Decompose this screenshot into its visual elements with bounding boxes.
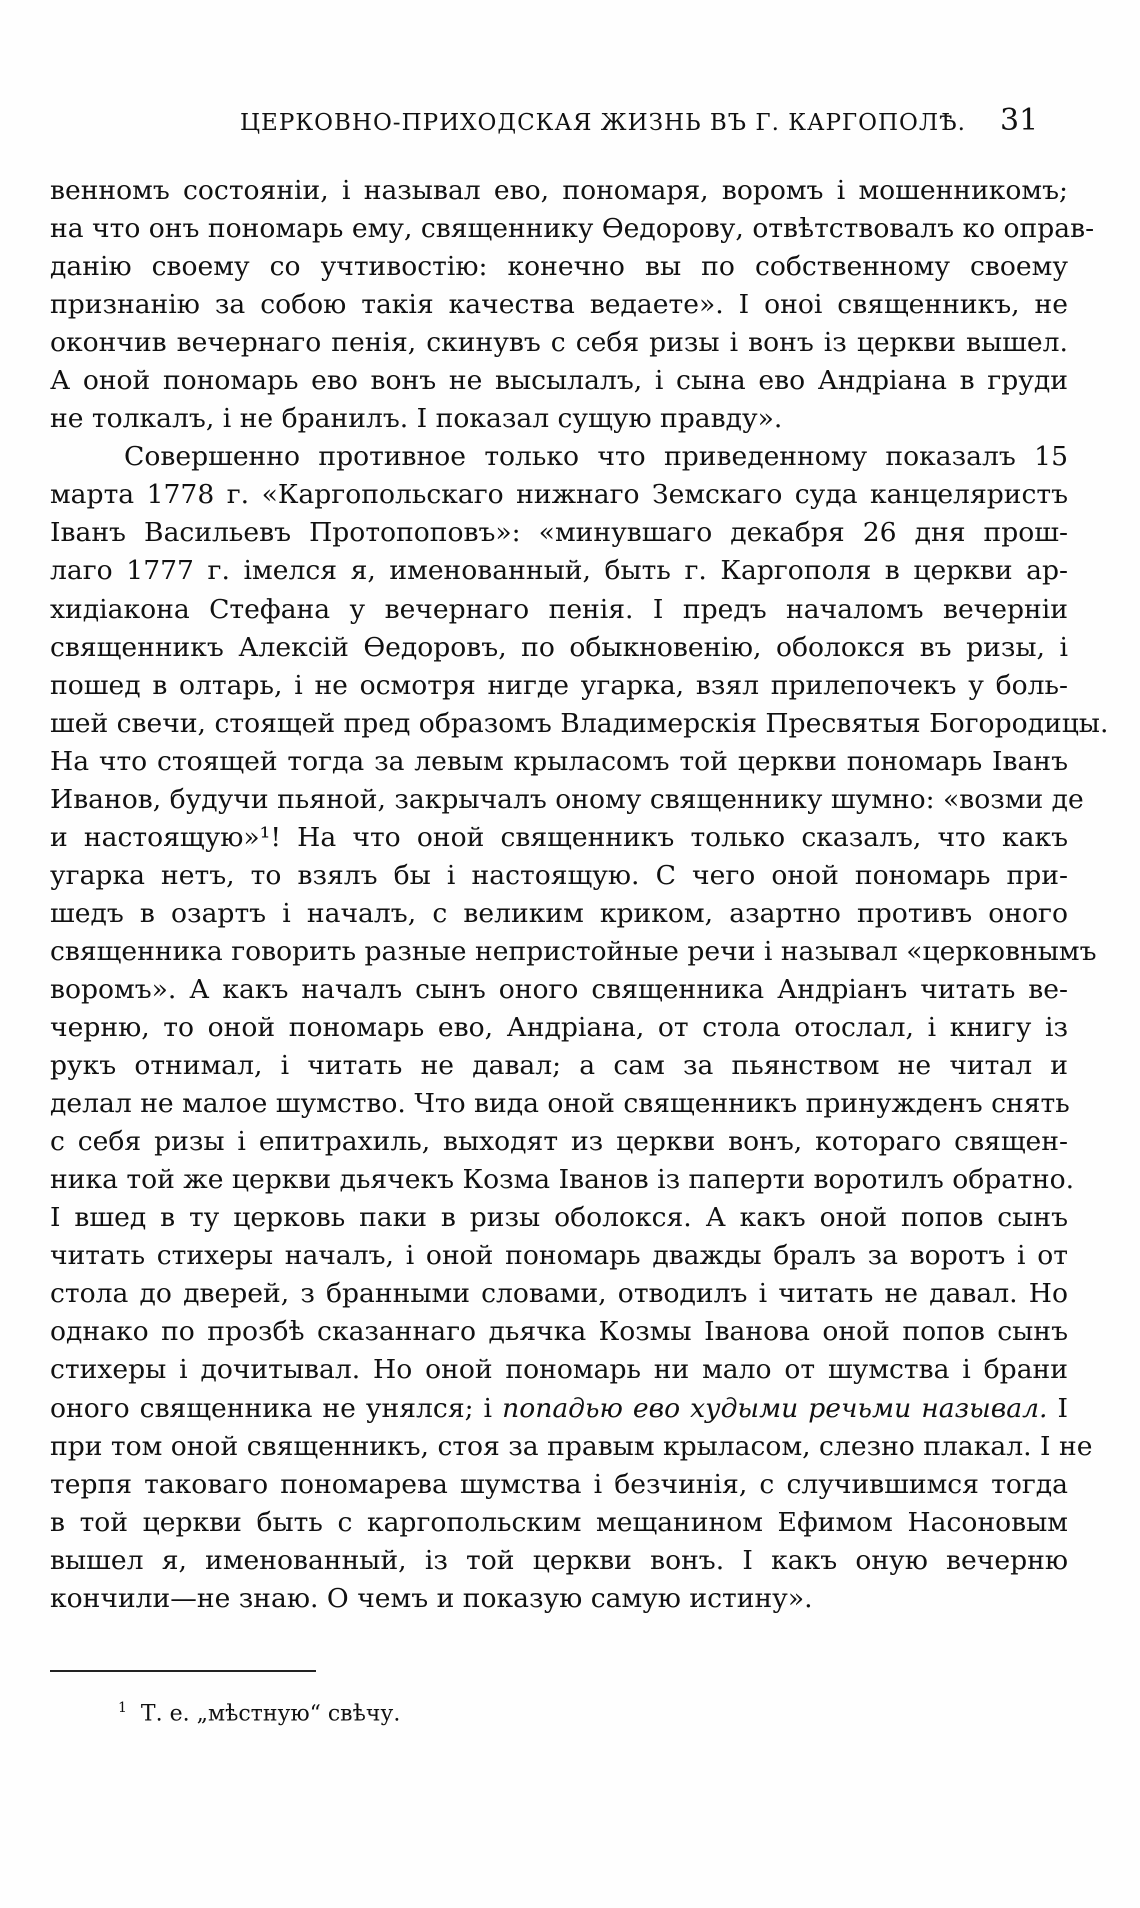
- footnote-marker: 1: [118, 1700, 127, 1716]
- text-line: угарка нетъ, то взялъ бы і настоящую. С чего оной пономарь при-: [50, 859, 1068, 891]
- text-line: рукъ отнимал, і читать не давал; а сам за пьянством не читал и: [50, 1050, 1068, 1082]
- page-number: 31: [1000, 103, 1039, 138]
- text-line: однако по прозбѣ сказаннаго дьячка Козмы Іванова оной попов сынъ: [50, 1316, 1068, 1348]
- text-line: при том оной священникъ, стоя за правым крыласом, слезно плакал. I не: [50, 1430, 1093, 1462]
- running-head: ЦЕРКОВНО-ПРИХОДСКАЯ ЖИЗНЬ ВЪ Г. КАРГОПОЛѢ.: [240, 110, 966, 136]
- paragraph-first-line: Совершенно противное только что приведенному показалъ 15: [124, 441, 1068, 473]
- text-line: окончив вечернаго пенія, скинувъ с себя ризы і вонъ із церкви вышел.: [50, 327, 1068, 359]
- italic-line-start: оного священника не унялся; і: [50, 1392, 493, 1424]
- text-line: стихеры і дочитывал. Но оной пономарь ни мало от шумства і брани: [50, 1354, 1068, 1386]
- footnote-text: Т. е. „мѣстную“ свѣчу.: [140, 1701, 401, 1727]
- text-line: шей свечи, стоящей пред образомъ Владимерскія Пресвятыя Богородицы.: [50, 707, 1109, 739]
- text-line-with-italic: [50, 1390, 1068, 1428]
- text-line: лаго 1777 г. імелся я, именованный, быть г. Каргополя в церкви ар-: [50, 555, 1068, 587]
- text-line: и настоящую»¹! На что оной священникъ только сказалъ, что какъ: [50, 821, 1068, 853]
- text-line: на что онъ пономарь ему, священнику Өедорову, отвѣтствовалъ ко оправ-: [50, 213, 1095, 245]
- text-line: А оной пономарь ево вонъ не высылалъ, і сына ево Андріана в груди: [50, 365, 1068, 397]
- text-line: Іванъ Васильевъ Протопоповъ»: «минувшаго декабря 26 дня прош-: [50, 517, 1068, 549]
- text-line: вышел я, именованный, із той церкви вонъ. I какъ оную вечерню: [50, 1544, 1068, 1576]
- main-text: [50, 172, 1109, 1618]
- text-line: венномъ состояніи, і называл ево, пономаря, воромъ і мошенникомъ;: [50, 175, 1068, 206]
- text-line: терпя таковаго пономарева шумства і безчинія, с случившимся тогда: [50, 1468, 1068, 1500]
- text-line: кончили—не знаю. О чемъ и показую самую истину».: [50, 1582, 813, 1614]
- text-line: с себя ризы і епитрахиль, выходят из церкви вонъ, котораго священ-: [50, 1126, 1068, 1158]
- text-line: не толкалъ, і не бранилъ. I показал сущую правду».: [50, 403, 783, 435]
- text-line: в той церкви быть с каргопольским мещанином Ефимом Насоновым: [50, 1506, 1068, 1538]
- text-line: священникъ Алексій Өедоровъ, по обыкновенію, оболокся въ ризы, і: [50, 631, 1068, 663]
- text-line: делал не малое шумство. Что вида оной священникъ принужденъ снять: [50, 1088, 1070, 1120]
- text-line: признанію за собою такія качества ведаете». I оноі священникъ, не: [50, 289, 1068, 321]
- text-line: Иванов, будучи пьяной, закрычалъ оному священнику шумно: «возми де: [50, 783, 1084, 815]
- text-line: воромъ». А какъ началъ сынъ оного священника Андріанъ читать ве-: [50, 973, 1068, 1005]
- text-line: I вшед в ту церковь паки в ризы оболокся. А какъ оной попов сынъ: [50, 1202, 1068, 1234]
- footnote-rule: [50, 1670, 316, 1672]
- text-line: стола до дверей, з бранными словами, отводилъ і читать не давал. Но: [50, 1278, 1068, 1310]
- italic-phrase: попадью ево худыми речьми называл.: [502, 1392, 1048, 1424]
- text-line: читать стихеры началъ, і оной пономарь дважды бралъ за воротъ і от: [50, 1240, 1068, 1272]
- text-line: На что стоящей тогда за левым крыласомъ той церкви пономарь Іванъ: [50, 745, 1068, 777]
- footnote: [118, 1700, 400, 1726]
- italic-line-end: I: [1057, 1392, 1068, 1424]
- text-line: черню, то оной пономарь ево, Андріана, от стола отослал, і книгу із: [50, 1012, 1068, 1044]
- text-line: данію своему со учтивостію: конечно вы по собственному своему: [50, 251, 1068, 283]
- text-line: хидіакона Стефана у вечернаго пенія. I предъ началомъ вечерніи: [50, 593, 1068, 625]
- text-line: ника той же церкви дьячекъ Козма Іванов із паперти воротилъ обратно.: [50, 1164, 1075, 1196]
- text-line: священника говорить разные непристойные речи і называл «церковнымъ: [50, 935, 1097, 967]
- text-line: шедъ в озартъ і началъ, с великим криком, азартно противъ оного: [50, 897, 1068, 929]
- text-line: пошед в олтарь, і не осмотря нигде угарка, взял прилепочекъ у боль-: [50, 669, 1068, 701]
- text-line: марта 1778 г. «Каргопольскаго нижнаго Земскаго суда канцеляристъ: [50, 479, 1068, 511]
